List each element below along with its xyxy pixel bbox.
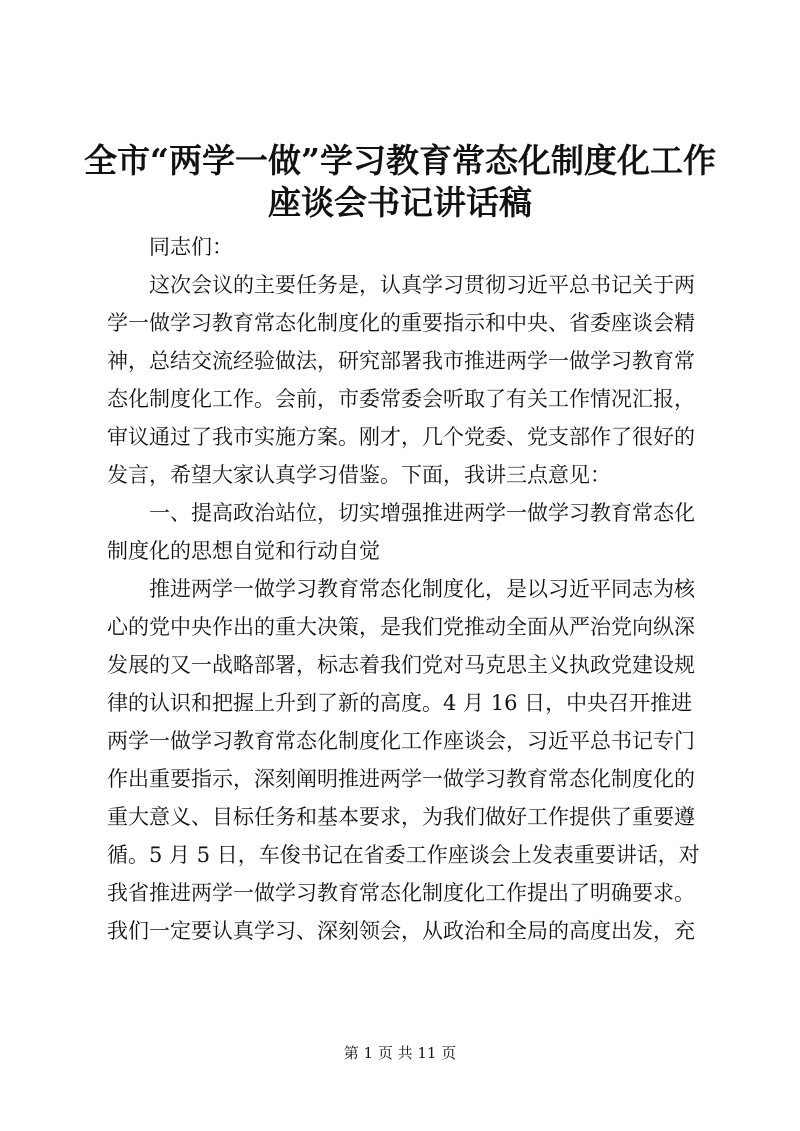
body-text-line: 这次会议的主要任务是，认真学习贯彻习近平总书记关于两 xyxy=(149,273,695,297)
body-text-line: 一、提高政治站位，切实增强推进两学一做学习教育常态化 xyxy=(149,501,695,525)
document-title-line-2: 座谈会书记讲话稿 xyxy=(268,183,532,222)
body-text-line: 推进两学一做学习教育常态化制度化，是以习近平同志为核 xyxy=(149,577,695,601)
body-text-line: 发展的又一战略部署，标志着我们党对马克思主义执政党建设规 xyxy=(107,653,695,677)
body-text-line: 态化制度化工作。会前，市委常委会听取了有关工作情况汇报， xyxy=(107,387,695,411)
body-text-line: 循。5 月 5 日，车俊书记在省委工作座谈会上发表重要讲话，对 xyxy=(107,843,700,867)
body-text-line: 心的党中央作出的重大决策，是我们党推动全面从严治党向纵深 xyxy=(107,615,695,639)
body-text-line: 我们一定要认真学习、深刻领会，从政治和全局的高度出发，充 xyxy=(107,919,695,943)
document-title-line-1: 全市“两学一做”学习教育常态化制度化工作 xyxy=(84,141,716,180)
body-text-line: 制度化的思想自觉和行动自觉 xyxy=(107,539,380,563)
document-body xyxy=(107,228,707,950)
body-text-line: 学一做学习教育常态化制度化的重要指示和中央、省委座谈会精 xyxy=(107,311,695,335)
body-text-line: 我省推进两学一做学习教育常态化制度化工作提出了明确要求。 xyxy=(107,881,695,905)
body-text-line: 律的认识和把握上升到了新的高度。4 月 16 日，中央召开推进 xyxy=(107,691,693,715)
body-text-line: 同志们： xyxy=(149,235,233,259)
body-text-line: 重大意义、目标任务和基本要求，为我们做好工作提供了重要遵 xyxy=(107,805,695,829)
body-text-line: 审议通过了我市实施方案。刚才，几个党委、党支部作了很好的 xyxy=(107,425,695,449)
page-footer: 第 1 页 共 11 页 xyxy=(343,1044,457,1062)
body-text-line: 两学一做学习教育常态化制度化工作座谈会，习近平总书记专门 xyxy=(107,729,695,753)
body-text-line: 神，总结交流经验做法，研究部署我市推进两学一做学习教育常 xyxy=(107,349,695,373)
body-text-line: 发言，希望大家认真学习借鉴。下面，我讲三点意见： xyxy=(107,463,611,487)
body-text-line: 作出重要指示，深刻阐明推进两学一做学习教育常态化制度化的 xyxy=(107,767,695,791)
